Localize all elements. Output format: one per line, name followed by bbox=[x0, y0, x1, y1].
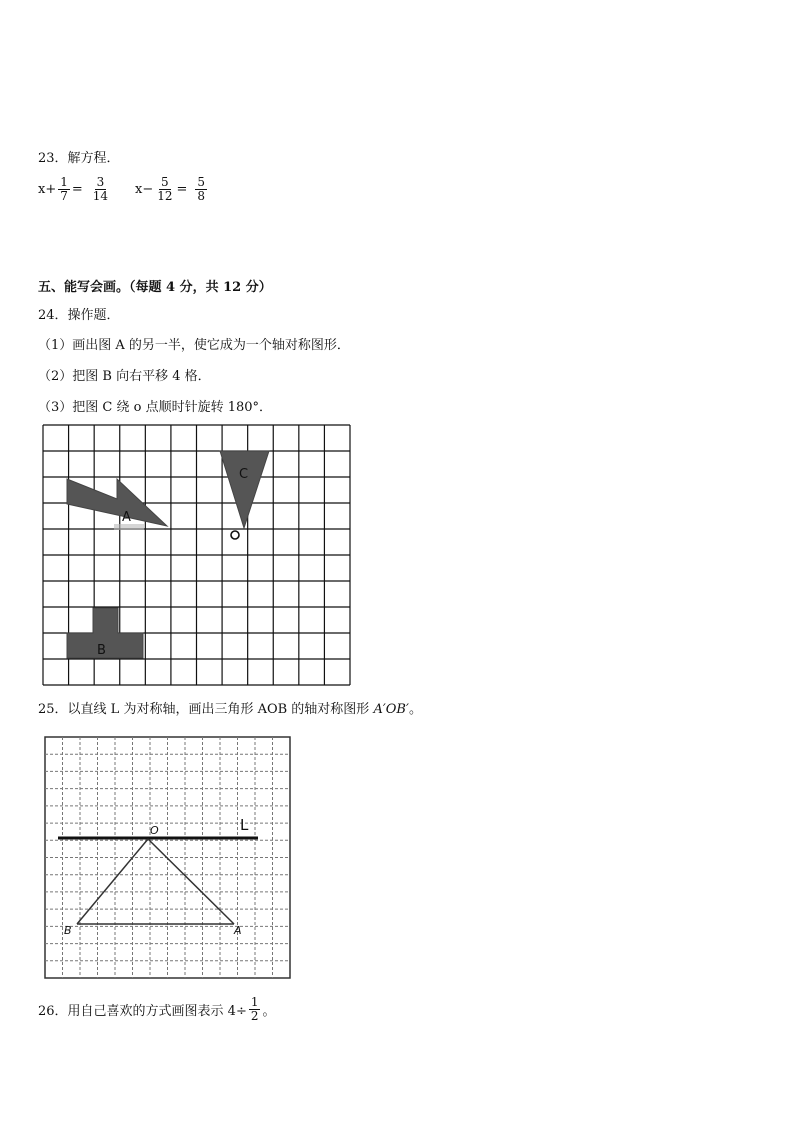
q26-frac-den: 2 bbox=[250, 1009, 259, 1024]
eq2-rhs-fraction bbox=[195, 176, 207, 203]
point-o-label: O bbox=[150, 824, 159, 837]
q23-equation-1 bbox=[38, 176, 112, 203]
q25-title-prefix: 25．以直线 L 为对称轴，画出三角形 AOB 的轴对称图形 bbox=[38, 702, 374, 717]
eq2-lhs-fraction bbox=[155, 176, 174, 203]
q26-suffix: 。 bbox=[262, 1004, 276, 1020]
segment-oa bbox=[148, 839, 234, 924]
q24-grid-figure bbox=[42, 424, 352, 688]
eq1-lhs-num: 1 bbox=[60, 175, 68, 189]
q24-item-1: （1）画出图 A 的另一半，使它成为一个轴对称图形． bbox=[38, 338, 350, 353]
eq2-lhs-num: 5 bbox=[161, 175, 169, 189]
shape-b-label: B bbox=[97, 643, 106, 658]
q25-title-formula: A′OB′ bbox=[373, 702, 409, 717]
q23-title: 23．解方程． bbox=[38, 151, 120, 166]
q26-fraction bbox=[249, 996, 261, 1023]
eq1-equals: = bbox=[71, 182, 83, 198]
eq1-var: x+ bbox=[38, 182, 57, 198]
q25-grid-figure bbox=[44, 736, 292, 980]
shape-c-label: C bbox=[239, 467, 249, 482]
point-o-marker bbox=[231, 531, 239, 539]
q23-equation-2 bbox=[135, 176, 209, 203]
eq2-var: x− bbox=[135, 182, 154, 198]
q24-item-2: （2）把图 B 向右平移 4 格． bbox=[38, 369, 211, 384]
eq1-rhs-fraction bbox=[91, 176, 110, 203]
eq2-lhs-den: 12 bbox=[157, 189, 173, 204]
shape-c bbox=[220, 451, 269, 528]
axis-line-l-label: L bbox=[240, 816, 249, 834]
segment-ob bbox=[77, 839, 148, 924]
q24-item-3: （3）把图 C 绕 o 点顺时针旋转 180°． bbox=[38, 400, 273, 415]
q25-title bbox=[38, 698, 422, 717]
eq1-lhs-den: 7 bbox=[60, 189, 68, 204]
q26-title bbox=[38, 996, 276, 1023]
eq2-rhs-num: 5 bbox=[197, 175, 206, 189]
section5-heading: 五、能写会画。（每题 4 分，共 12 分） bbox=[38, 280, 272, 295]
eq1-rhs-den: 14 bbox=[92, 189, 109, 204]
q24-title: 24．操作题． bbox=[38, 308, 120, 323]
shape-a-label: A bbox=[122, 510, 131, 525]
point-a-label: A bbox=[234, 924, 242, 937]
eq2-rhs-den: 8 bbox=[197, 189, 206, 204]
q26-frac-num: 1 bbox=[250, 995, 259, 1009]
eq1-lhs-fraction bbox=[58, 176, 70, 203]
eq2-equals: = bbox=[176, 182, 188, 198]
point-b-label: B bbox=[64, 924, 72, 937]
q25-title-suffix: 。 bbox=[408, 702, 422, 717]
eq1-rhs-num: 3 bbox=[96, 175, 105, 189]
q26-prefix: 26．用自己喜欢的方式画图表示 4÷ bbox=[38, 1004, 247, 1020]
